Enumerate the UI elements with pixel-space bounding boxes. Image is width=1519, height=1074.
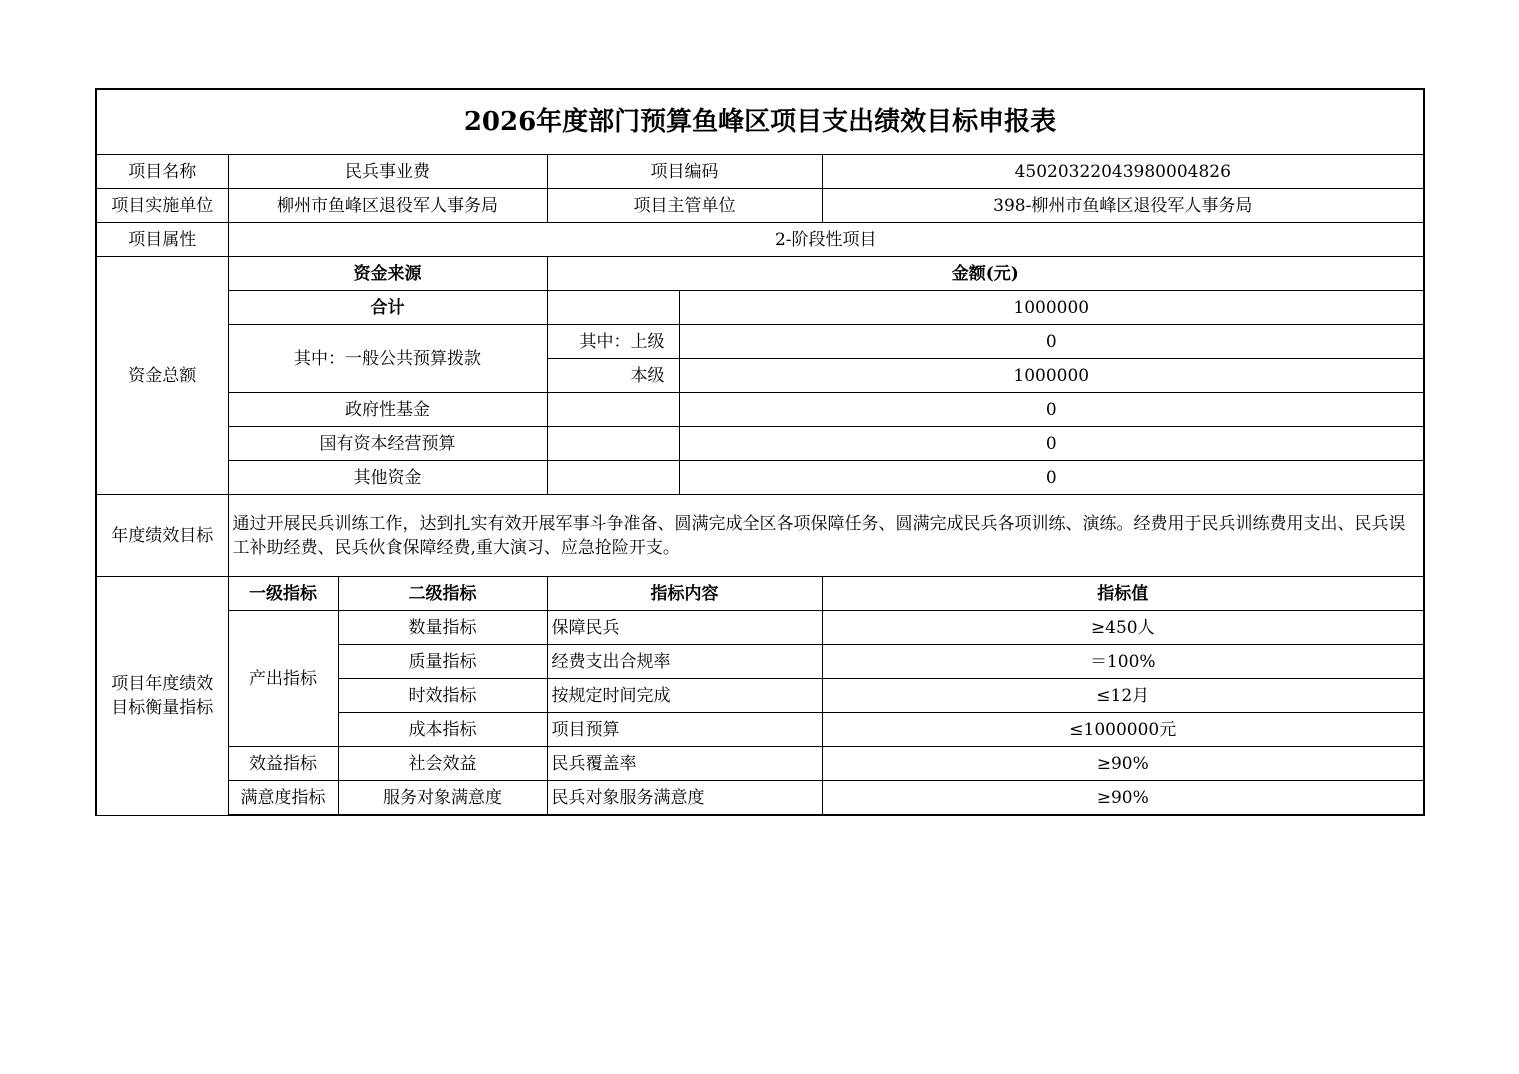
funding-amount-header: 金额(元) bbox=[547, 257, 1424, 291]
benefit-indicator-label: 效益指标 bbox=[228, 747, 338, 781]
indicator-content: 经费支出合规率 bbox=[547, 645, 822, 679]
indicator-content: 民兵对象服务满意度 bbox=[547, 781, 822, 816]
funding-other-value: 0 bbox=[679, 461, 1424, 495]
annual-goal-text: 通过开展民兵训练工作，达到扎实有效开展军事斗争准备、圆满完成全区各项保障任务、圆满完成民兵各项训练、演练。经费用于民兵训练费用支出、民兵误工补助经费、民兵伙食保障经费,重大演习、应急抢险开支。 bbox=[228, 495, 1424, 577]
funding-local-value: 1000000 bbox=[679, 359, 1424, 393]
funding-other-blank bbox=[547, 461, 679, 495]
project-name-label: 项目名称 bbox=[96, 155, 228, 189]
funding-sum-label: 合计 bbox=[228, 291, 547, 325]
impl-unit-label: 项目实施单位 bbox=[96, 189, 228, 223]
indicator-value: ≤1000000元 bbox=[822, 713, 1424, 747]
funding-state-capital-value: 0 bbox=[679, 427, 1424, 461]
indicator-content: 保障民兵 bbox=[547, 611, 822, 645]
manage-unit-value: 398-柳州市鱼峰区退役军人事务局 bbox=[822, 189, 1424, 223]
indicator-section-label bbox=[96, 577, 228, 816]
funding-source-header: 资金来源 bbox=[228, 257, 547, 291]
indicator-section-label-line1: 项目年度绩效 bbox=[111, 673, 214, 694]
project-code-label: 项目编码 bbox=[547, 155, 822, 189]
indicator-value: ≥90% bbox=[822, 747, 1424, 781]
indicator-value: ＝100% bbox=[822, 645, 1424, 679]
indicator-content: 项目预算 bbox=[547, 713, 822, 747]
indicator-level2: 社会效益 bbox=[338, 747, 547, 781]
funding-local-label: 本级 bbox=[547, 359, 679, 393]
page-title: 2026年度部门预算鱼峰区项目支出绩效目标申报表 bbox=[96, 89, 1424, 155]
funding-gov-fund-label: 政府性基金 bbox=[228, 393, 547, 427]
indicator-level2: 质量指标 bbox=[338, 645, 547, 679]
indicator-value: ≥450人 bbox=[822, 611, 1424, 645]
funding-gov-fund-value: 0 bbox=[679, 393, 1424, 427]
funding-upper-value: 0 bbox=[679, 325, 1424, 359]
indicator-section-label-line2: 目标衡量指标 bbox=[111, 697, 214, 718]
indicator-level2: 服务对象满意度 bbox=[338, 781, 547, 816]
indicator-content: 民兵覆盖率 bbox=[547, 747, 822, 781]
project-code-value: 45020322043980004826 bbox=[822, 155, 1424, 189]
performance-target-table bbox=[95, 88, 1425, 816]
output-indicator-label: 产出指标 bbox=[228, 611, 338, 747]
header-value: 指标值 bbox=[822, 577, 1424, 611]
indicator-value: ≤12月 bbox=[822, 679, 1424, 713]
indicator-level2: 时效指标 bbox=[338, 679, 547, 713]
project-name-value: 民兵事业费 bbox=[228, 155, 547, 189]
funding-total-label: 资金总额 bbox=[96, 257, 228, 495]
header-content: 指标内容 bbox=[547, 577, 822, 611]
satisfaction-indicator-label: 满意度指标 bbox=[228, 781, 338, 816]
indicator-content: 按规定时间完成 bbox=[547, 679, 822, 713]
header-level2: 二级指标 bbox=[338, 577, 547, 611]
impl-unit-value: 柳州市鱼峰区退役军人事务局 bbox=[228, 189, 547, 223]
funding-sum-value: 1000000 bbox=[679, 291, 1424, 325]
manage-unit-label: 项目主管单位 bbox=[547, 189, 822, 223]
funding-gov-fund-blank bbox=[547, 393, 679, 427]
annual-goal-label: 年度绩效目标 bbox=[96, 495, 228, 577]
indicator-level2: 成本指标 bbox=[338, 713, 547, 747]
funding-upper-label: 其中：上级 bbox=[547, 325, 679, 359]
project-attr-value: 2-阶段性项目 bbox=[228, 223, 1424, 257]
project-attr-label: 项目属性 bbox=[96, 223, 228, 257]
funding-other-label: 其他资金 bbox=[228, 461, 547, 495]
funding-sum-blank bbox=[547, 291, 679, 325]
indicator-level2: 数量指标 bbox=[338, 611, 547, 645]
funding-state-capital-label: 国有资本经营预算 bbox=[228, 427, 547, 461]
indicator-value: ≥90% bbox=[822, 781, 1424, 816]
header-level1: 一级指标 bbox=[228, 577, 338, 611]
funding-general-label: 其中：一般公共预算拨款 bbox=[228, 325, 547, 393]
funding-state-capital-blank bbox=[547, 427, 679, 461]
